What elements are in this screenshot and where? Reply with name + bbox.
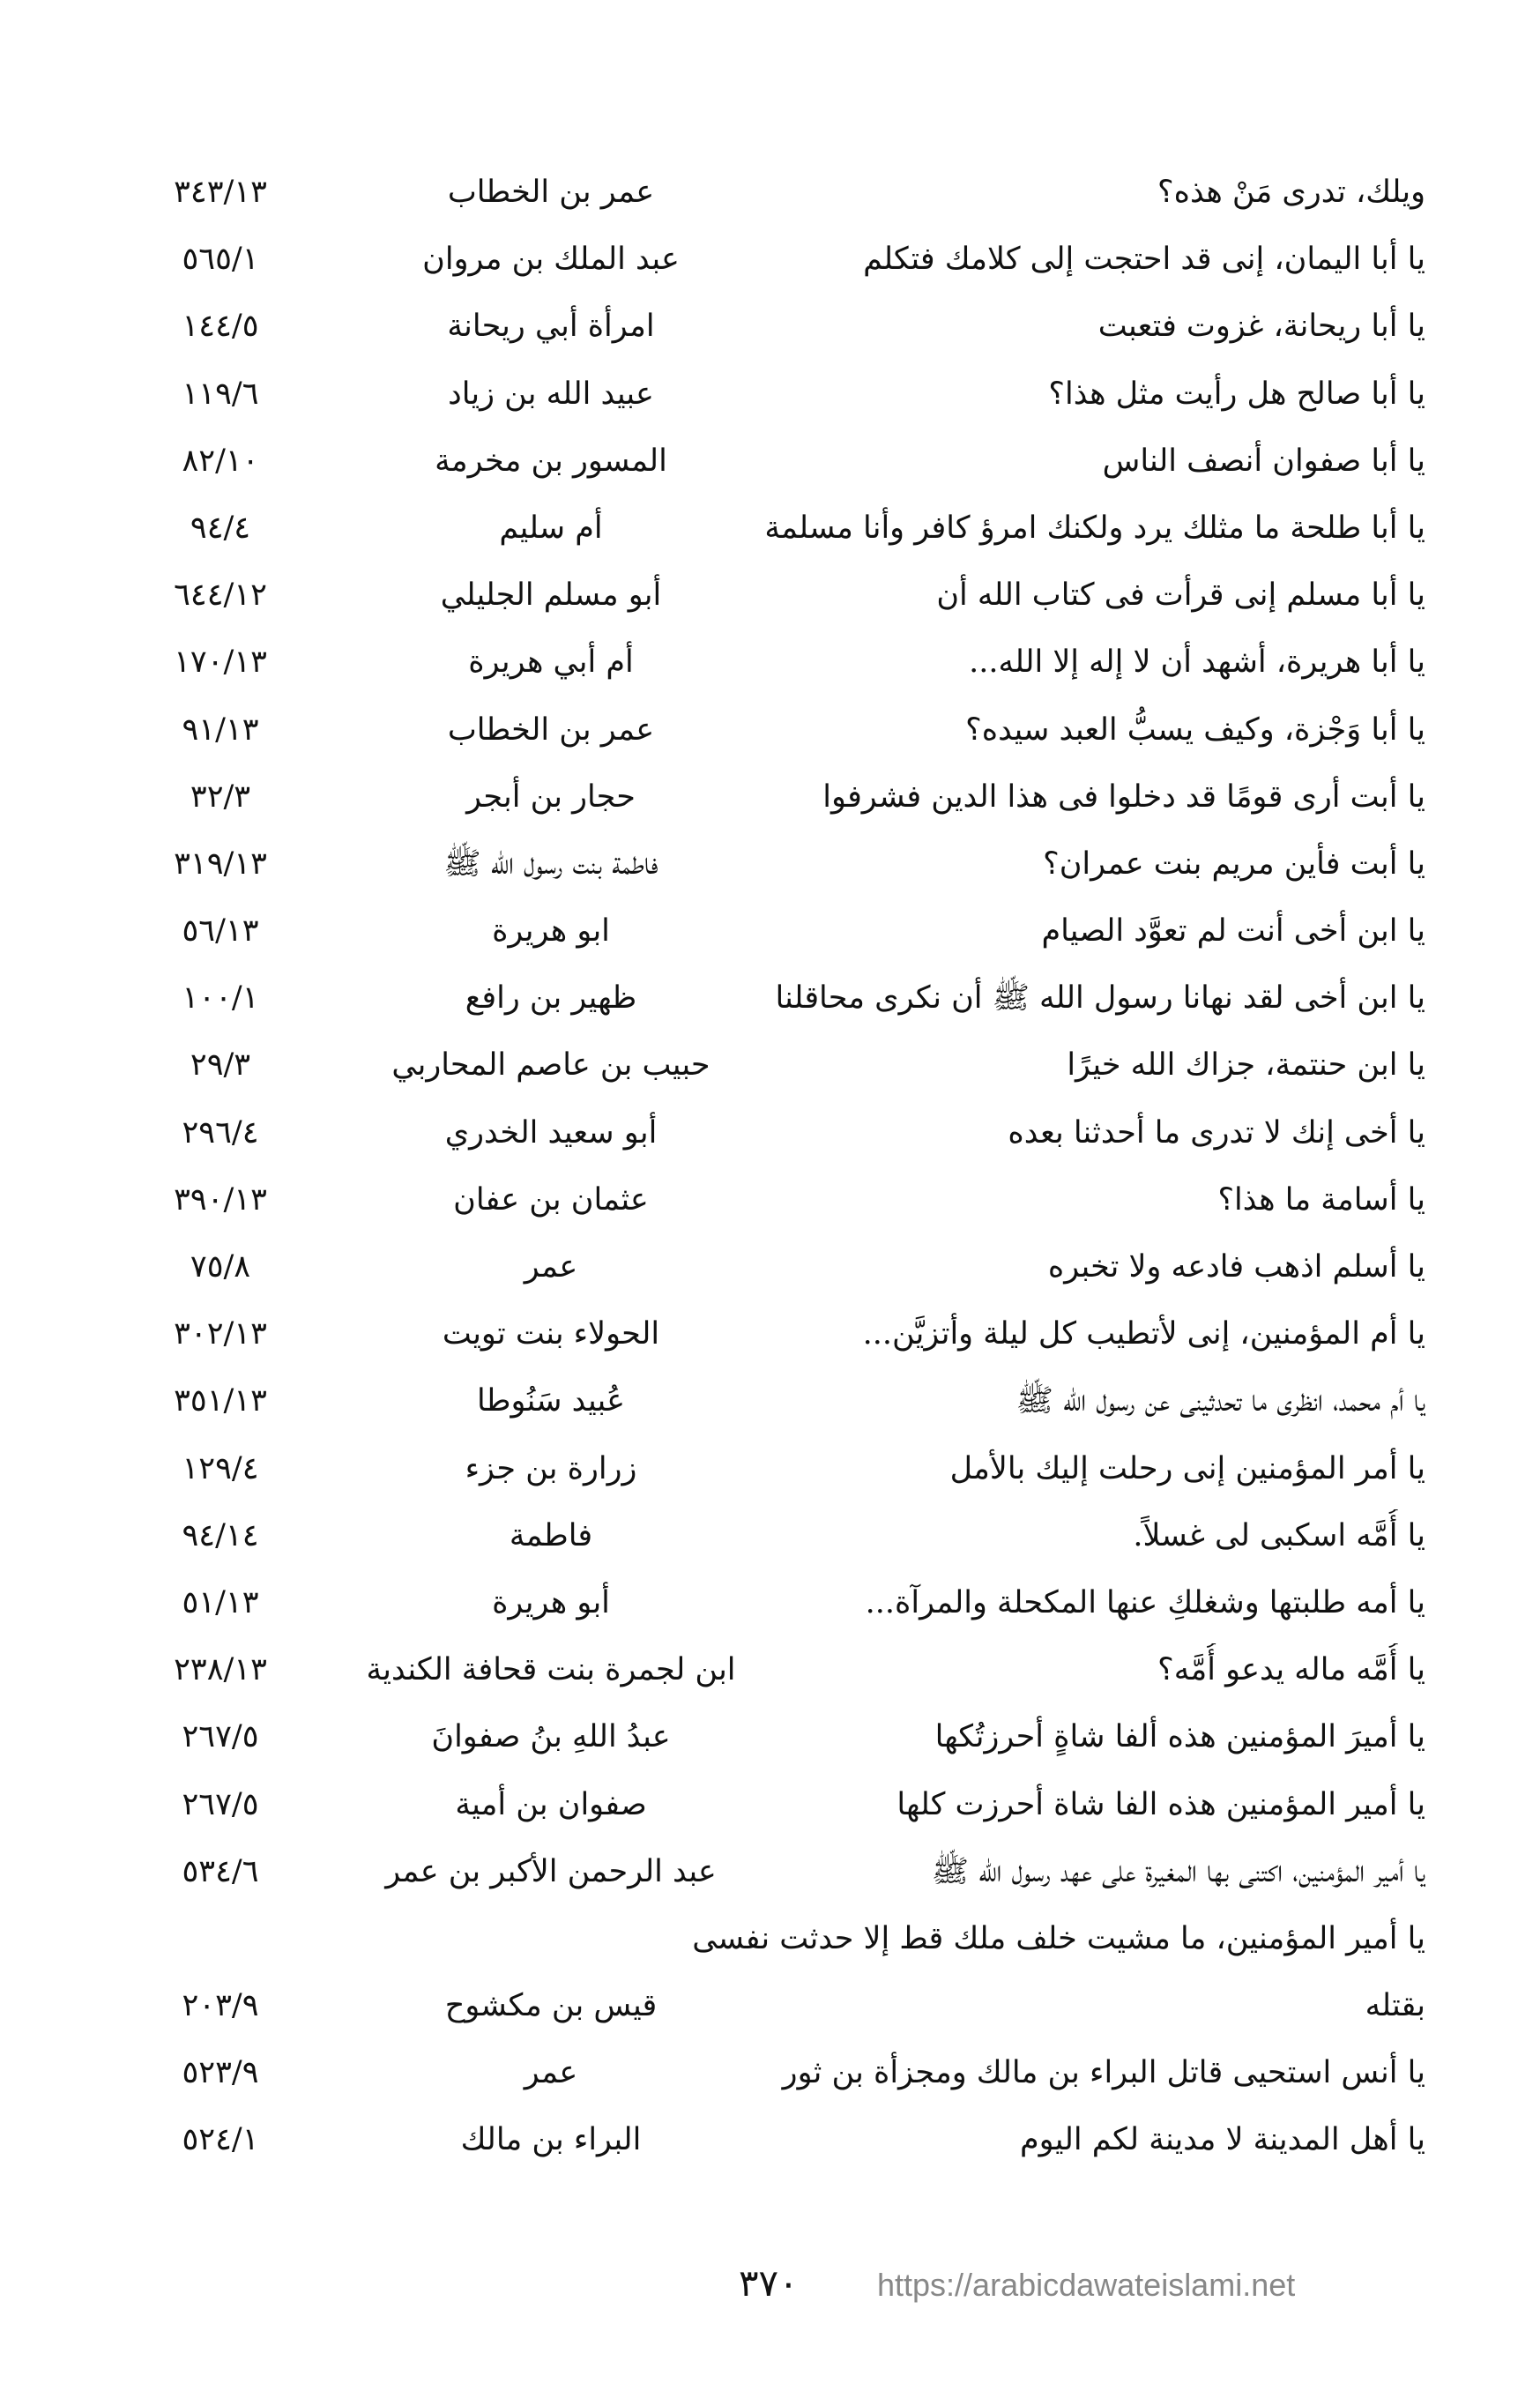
narrator-name: عمر xyxy=(524,1249,578,1285)
table-row xyxy=(0,226,1540,293)
narrator-name: صفوان بن أمية xyxy=(455,1786,647,1822)
narrator-name: قيس بن مكشوح xyxy=(444,1988,658,2024)
quote-text: يا أبت أرى قومًا قد دخلوا فى هذا الدين فشرفوا xyxy=(822,778,1425,815)
narrator-name: ظهير بن رافع xyxy=(465,980,637,1017)
narrator-name: عمر بن الخطاب xyxy=(447,711,655,748)
volume-page-ref: ٣٠٢/١٣ xyxy=(174,1316,267,1352)
narrator-name: الحولاء بنت تويت xyxy=(442,1316,660,1352)
table-row xyxy=(0,1703,1540,1770)
table-row xyxy=(0,1166,1540,1233)
table-row xyxy=(0,1905,1540,1972)
table-row xyxy=(0,1771,1540,1838)
table-row xyxy=(0,1032,1540,1099)
table-row xyxy=(0,562,1540,629)
narrator-name: عبد الملك بن مروان xyxy=(422,242,680,278)
narrator-name: عبد الرحمن الأكبر بن عمر xyxy=(385,1853,717,1889)
narrator-name: زرارة بن جزء xyxy=(465,1450,637,1486)
volume-page-ref: ٥٢٤/١ xyxy=(182,2122,259,2158)
quote-text: يا أمير المؤمنين هذه الفا شاة أحرزت كلها xyxy=(896,1786,1425,1822)
table-row xyxy=(0,1502,1540,1569)
volume-page-ref: ١١٩/٦ xyxy=(182,376,259,412)
table-row xyxy=(0,629,1540,696)
quote-text: يا أبا صالح هل رأيت مثل هذا؟ xyxy=(1048,376,1425,412)
quote-text: يا أميرَ المؤمنين هذه ألفا شاةٍ أحرزتُكها xyxy=(934,1719,1425,1755)
table-row xyxy=(0,1099,1540,1166)
quote-text: ويلك، تدرى مَنْ هذه؟ xyxy=(1157,175,1425,210)
volume-page-ref: ٩١/١٣ xyxy=(182,711,259,748)
volume-page-ref: ٨٢/١٠ xyxy=(182,443,259,479)
quote-text: يا أبا ريحانة، غزوت فتعبت xyxy=(1097,309,1425,345)
volume-page-ref: ٥٦/١٣ xyxy=(182,913,259,950)
table-row xyxy=(0,1972,1540,2039)
table-row xyxy=(0,495,1540,562)
narrator-name: عثمان بن عفان xyxy=(453,1181,649,1218)
quote-text: يا ابن أخى أنت لم تعوَّد الصيام xyxy=(1041,913,1425,950)
volume-page-ref: ٩٤/٤ xyxy=(190,510,251,546)
quote-text: يا أمر المؤمنين إنى رحلت إليك بالأمل xyxy=(949,1450,1425,1486)
narrator-name: أبو سعيد الخدري xyxy=(444,1114,658,1151)
volume-page-ref: ٥٢٣/٩ xyxy=(182,2055,259,2091)
quote-text: يا أبا اليمان، إنى قد احتجت إلى كلامك فتكلم xyxy=(863,242,1425,278)
quote-text: يا أمير المؤمنين، ما مشيت خلف ملك قط إلا حدثت نفسى xyxy=(692,1920,1425,1956)
table-row xyxy=(0,764,1540,831)
narrator-name: فاطمة بنت رسول الله ﷺ xyxy=(443,845,658,882)
volume-page-ref: ٣٤٣/١٣ xyxy=(174,175,267,210)
narrator-name: عبيد الله بن زياد xyxy=(448,376,654,412)
volume-page-ref: ٣١٩/١٣ xyxy=(174,845,267,882)
narrator-name: امرأة أبي ريحانة xyxy=(447,309,655,345)
quote-text: يا أبا صفوان أنصف الناس xyxy=(1102,443,1425,479)
volume-page-ref: ٥٦٥/١ xyxy=(182,242,259,278)
quote-text: بقتله xyxy=(1365,1988,1425,2024)
narrator-name: ابو هريرة xyxy=(492,913,610,950)
table-row xyxy=(0,965,1540,1032)
narrator-name: أبو هريرة xyxy=(492,1584,610,1620)
quote-text: يا أهل المدينة لا مدينة لكم اليوم xyxy=(1019,2122,1425,2158)
table-row xyxy=(0,428,1540,495)
volume-page-ref: ٢٠٣/٩ xyxy=(182,1988,259,2024)
quote-text: يا أبا وَجْزة، وكيف يسبُّ العبد سيده؟ xyxy=(965,711,1425,748)
quote-text: يا أم المؤمنين، إنى لأتطيب كل ليلة وأتزيَّن... xyxy=(862,1316,1425,1352)
table-row xyxy=(0,159,1540,226)
quote-text: يا أخى إنك لا تدرى ما أحدثنا بعده xyxy=(1008,1114,1425,1151)
quote-text: يا أبا هريرة، أشهد أن لا إله إلا الله... xyxy=(969,644,1425,681)
table-row xyxy=(0,831,1540,898)
quote-text: يا ابن أخى لقد نهانا رسول الله ﷺ أن نكرى محاقلنا xyxy=(775,980,1425,1017)
quote-text: يا أبا مسلم إنى قرأت فى كتاب الله أن xyxy=(936,577,1425,614)
table-row xyxy=(0,1838,1540,1905)
volume-page-ref: ٣٩٠/١٣ xyxy=(174,1181,267,1218)
volume-page-ref: ٢٣٨/١٣ xyxy=(174,1652,267,1688)
volume-page-ref: ٥١/١٣ xyxy=(182,1584,259,1620)
quote-text: يا أنس استحيى قاتل البراء بن مالك ومجزأة بن ثور xyxy=(782,2055,1425,2091)
volume-page-ref: ٦٤٤/١٢ xyxy=(174,577,267,614)
quote-text: يا ابن حنتمة، جزاك الله خيرًا xyxy=(1067,1047,1425,1084)
narrator-name: البراء بن مالك xyxy=(460,2122,642,2158)
narrator-name: المسور بن مخرمة xyxy=(435,443,667,479)
volume-page-ref: ١٢٩/٤ xyxy=(182,1450,259,1486)
volume-page-ref: ٩٤/١٤ xyxy=(182,1517,259,1553)
volume-page-ref: ١٧٠/١٣ xyxy=(174,644,267,681)
volume-page-ref: ٢٦٧/٥ xyxy=(182,1719,259,1755)
narrator-name: عُبيد سَنُوطا xyxy=(477,1383,625,1419)
quote-text: يا أُمَّه اسكبى لى غسلاً. xyxy=(1133,1517,1425,1553)
quote-text: يا أم محمد، انظرى ما تحدثينى عن رسول الله ﷺ xyxy=(1016,1383,1425,1419)
narrator-name: أم أبي هريرة xyxy=(468,644,634,681)
table-row xyxy=(0,2039,1540,2106)
table-row xyxy=(0,1367,1540,1434)
volume-page-ref: ٢٩٦/٤ xyxy=(182,1114,259,1151)
quote-text: يا أبا طلحة ما مثلك يرد ولكنك امرؤ كافر وأنا مسلمة xyxy=(764,510,1425,546)
narrator-name: عمر بن الخطاب xyxy=(447,175,655,210)
narrator-name: فاطمة xyxy=(509,1517,593,1553)
index-table xyxy=(0,159,1540,2174)
table-row xyxy=(0,1636,1540,1703)
table-row xyxy=(0,898,1540,965)
table-row xyxy=(0,1435,1540,1502)
quote-text: يا أمير المؤمنين، اكتنى بها المغيرة على عهد رسول الله ﷺ xyxy=(931,1853,1425,1889)
page-number: ٣٧٠ xyxy=(739,2261,799,2305)
table-row xyxy=(0,293,1540,360)
table-row xyxy=(0,361,1540,428)
narrator-name: أبو مسلم الجليلي xyxy=(440,577,662,614)
narrator-name: عمر xyxy=(524,2055,578,2091)
table-row xyxy=(0,2106,1540,2173)
volume-page-ref: ٢٦٧/٥ xyxy=(182,1786,259,1822)
narrator-name: عبدُ اللهِ بنُ صفوانَ xyxy=(431,1719,671,1755)
volume-page-ref: ٣٢/٣ xyxy=(190,778,251,815)
volume-page-ref: ٢٩/٣ xyxy=(190,1047,251,1084)
table-row xyxy=(0,1233,1540,1300)
narrator-name: ابن لجمرة بنت قحافة الكندية xyxy=(366,1652,736,1688)
quote-text: يا أُمَّه ماله يدعو أُمَّه؟ xyxy=(1157,1652,1425,1688)
table-row xyxy=(0,696,1540,764)
quote-text: يا أسلم اذهب فادعه ولا تخبره xyxy=(1047,1249,1425,1285)
page-footer xyxy=(0,2253,1540,2323)
narrator-name: حبيب بن عاصم المحاربي xyxy=(391,1047,710,1084)
volume-page-ref: ١٤٤/٥ xyxy=(182,309,259,345)
table-row xyxy=(0,1300,1540,1367)
volume-page-ref: ٧٥/٨ xyxy=(190,1249,251,1285)
quote-text: يا أمه طلبتها وشغلكِ عنها المكحلة والمرآة... xyxy=(865,1584,1425,1620)
quote-text: يا أبت فأين مريم بنت عمران؟ xyxy=(1043,845,1425,882)
narrator-name: أم سليم xyxy=(499,510,603,546)
volume-page-ref: ٣٥١/١٣ xyxy=(174,1383,267,1419)
narrator-name: حجار بن أبجر xyxy=(466,778,636,815)
quote-text: يا أسامة ما هذا؟ xyxy=(1217,1181,1425,1218)
site-url-watermark: https://arabicdawateislami.net xyxy=(877,2267,1296,2303)
volume-page-ref: ١٠٠/١ xyxy=(182,980,259,1017)
table-row xyxy=(0,1569,1540,1636)
volume-page-ref: ٥٣٤/٦ xyxy=(182,1853,259,1889)
